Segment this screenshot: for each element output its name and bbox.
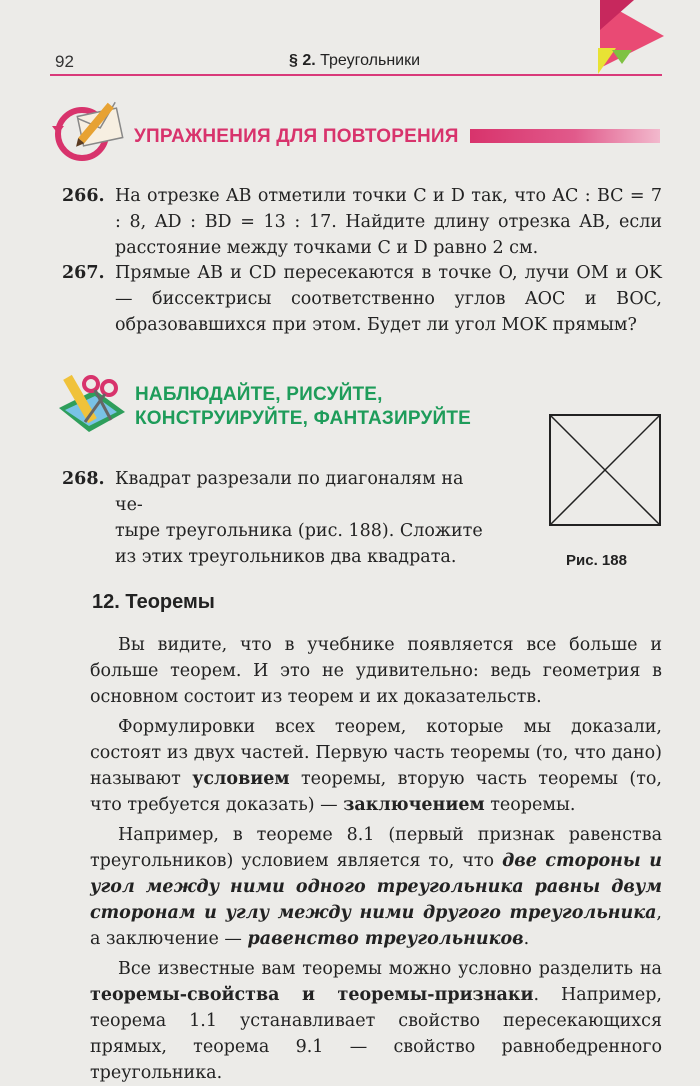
corner-decoration-icon [598, 0, 678, 80]
paragraph [90, 714, 662, 818]
section-title-creative [135, 383, 471, 431]
exercise-line: тыре треугольника (рис. 188). Сложите [115, 521, 483, 541]
exercise-text: Прямые AB и CD пересекаются в точке O, лучи OM и OK — биссектрисы соответственно углов AOC и BOC, образовавшихся при этом. Будет ли угол MOK прямым? [115, 263, 662, 335]
exercise-267 [62, 260, 662, 338]
exercise-text: На отрезке AB отметили точки C и D так, что AC : BC = 7 : 8, AD : BD = 13 : 17. Найдите длину отрезка AB, если расстояние между точками C и D равно 2 см. [115, 186, 662, 258]
paragraph [90, 822, 662, 952]
term-conclusion: заключением [343, 795, 485, 815]
term-and: и [279, 985, 338, 1005]
text-run: теоремы. [484, 795, 576, 815]
italic-emphasis: равенство треугольников [247, 929, 524, 949]
exercise-number: 268. [62, 469, 105, 489]
figure-caption: Рис. 188 [566, 552, 627, 569]
section-title-repeat: УПРАЖНЕНИЯ ДЛЯ ПОВТОРЕНИЯ [134, 126, 459, 147]
section-label: § 2. [289, 52, 316, 69]
section-heading: 12. Теоремы [92, 591, 215, 613]
section-title: Треугольники [320, 52, 421, 69]
exercise-266 [62, 183, 662, 261]
page-number: 92 [55, 52, 74, 71]
title-accent-bar [470, 129, 660, 143]
section-title-line: КОНСТРУИРУЙТЕ, ФАНТАЗИРУЙТЕ [135, 408, 472, 429]
exercise-line: из этих треугольников два квадрата. [115, 547, 457, 567]
exercise-text [115, 466, 492, 570]
section-title-line: НАБЛЮДАЙТЕ, РИСУЙТЕ, [135, 384, 383, 405]
scissors-ruler-icon [55, 368, 129, 440]
text-run: , а заключение — [90, 903, 662, 949]
paragraph [90, 956, 662, 1086]
exercise-line: Квадрат разрезали по диагоналям на че- [115, 469, 464, 515]
exercise-number: 266. [62, 186, 105, 206]
header-divider [50, 74, 662, 76]
text-run: теоремы, вторую часть теоремы (то, что требуется доказать) — [90, 769, 662, 815]
text-run: Формулировки всех теорем, которые мы доказали, состоят из двух частей. Первую часть теоремы (то, что дано) называют [90, 717, 662, 789]
term-properties: теоремы-свойства [90, 985, 280, 1005]
text-run: Например, в теореме 8.1 (первый признак равенства треугольников) условием является то, что [90, 825, 662, 871]
theorems-body [90, 632, 662, 1086]
pencil-envelope-icon [52, 96, 132, 168]
exercise-268 [62, 466, 492, 570]
italic-emphasis: две стороны и угол между ними одного треугольника равны двум сторонам и углу между ними другого треугольника [90, 851, 662, 923]
term-condition: условием [192, 769, 290, 789]
text-run: Все известные вам теоремы можно условно разделить на [118, 959, 662, 979]
paragraph: Вы видите, что в учебнике появляется все больше и больше теорем. И это не удивительно: ведь геометрия в основном состоит из теорем и их доказательств. [90, 635, 662, 707]
square-diagonals-figure [549, 414, 661, 526]
text-run: . Например, теорема 1.1 устанавливает свойство пересекающихся прямых, теорема 9.1 — свойство равнобедренного треугольника. [90, 985, 662, 1083]
exercise-number: 267. [62, 263, 105, 283]
text-run: . [523, 929, 530, 949]
section-header [289, 52, 420, 70]
term-criteria: теоремы-признаки [337, 985, 534, 1005]
